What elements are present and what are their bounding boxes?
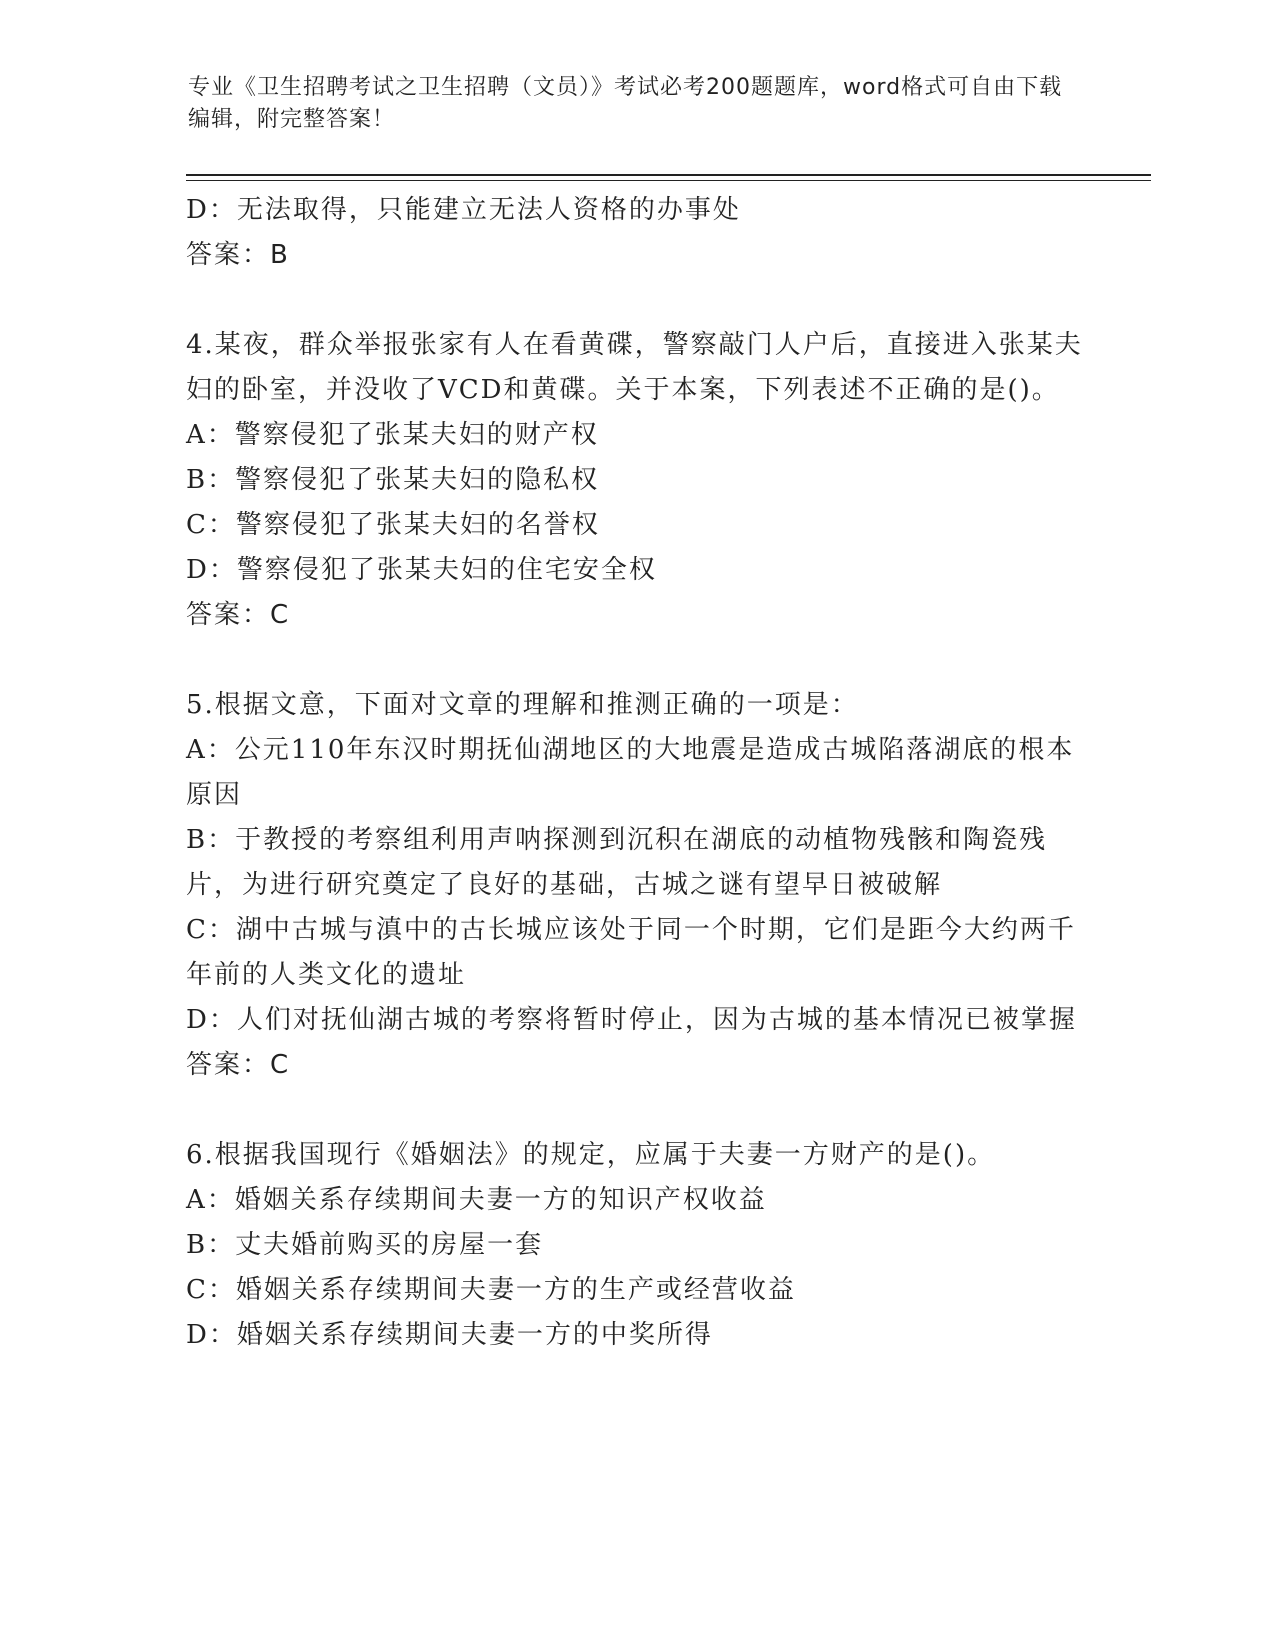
question-5-option-c: C：湖中古城与滇中的古长城应该处于同一个时期，它们是距今大约两千年前的人类文化的遗址 (186, 915, 1076, 990)
question-6-option-a: A：婚姻关系存续期间夫妻一方的知识产权收益 (186, 1185, 767, 1215)
header-rule-thin (186, 180, 1151, 181)
question-6-option-d: D：婚姻关系存续期间夫妻一方的中奖所得 (186, 1320, 713, 1350)
prev-option-d: D：无法取得，只能建立无法人资格的办事处 (186, 195, 741, 225)
page-header: 专业《卫生招聘考试之卫生招聘（文员）》考试必考200题题库，word格式可自由下载编辑，附完整答案！ (188, 75, 1063, 132)
question-6-option-c: C：婚姻关系存续期间夫妻一方的生产或经营收益 (186, 1275, 796, 1305)
question-5-option-a: A：公元110年东汉时期抚仙湖地区的大地震是造成古城陷落湖底的根本原因 (186, 735, 1075, 810)
question-4-option-d: D：警察侵犯了张某夫妇的住宅安全权 (186, 555, 657, 585)
question-4-option-b: B：警察侵犯了张某夫妇的隐私权 (186, 465, 600, 495)
question-6-option-b: B：丈夫婚前购买的房屋一套 (186, 1230, 544, 1260)
spacer (186, 638, 1086, 683)
spacer (186, 1088, 1086, 1133)
question-5-stem: 5.根据文意，下面对文章的理解和推测正确的一项是： (186, 690, 859, 720)
question-5-answer: 答案：C (186, 1050, 291, 1080)
question-4-option-c: C：警察侵犯了张某夫妇的名誉权 (186, 510, 600, 540)
question-5-option-b: B：于教授的考察组利用声呐探测到沉积在湖底的动植物残骸和陶瓷残片，为进行研究奠定了良好的基础，古城之谜有望早日被破解 (186, 825, 1048, 900)
prev-answer: 答案：B (186, 240, 290, 270)
question-6-stem: 6.根据我国现行《婚姻法》的规定，应属于夫妻一方财产的是()。 (186, 1140, 996, 1170)
question-4-answer: 答案：C (186, 600, 291, 630)
question-list (186, 188, 1086, 1358)
spacer (186, 278, 1086, 323)
question-5-option-d: D：人们对抚仙湖古城的考察将暂时停止，因为古城的基本情况已被掌握 (186, 1005, 1077, 1035)
question-4-stem: 4.某夜，群众举报张家有人在看黄碟，警察敲门人户后，直接进入张某夫妇的卧室，并没收了VCD和黄碟。关于本案，下列表述不正确的是()。 (186, 330, 1083, 405)
question-4-option-a: A：警察侵犯了张某夫妇的财产权 (186, 420, 599, 450)
header-rule (186, 174, 1151, 176)
